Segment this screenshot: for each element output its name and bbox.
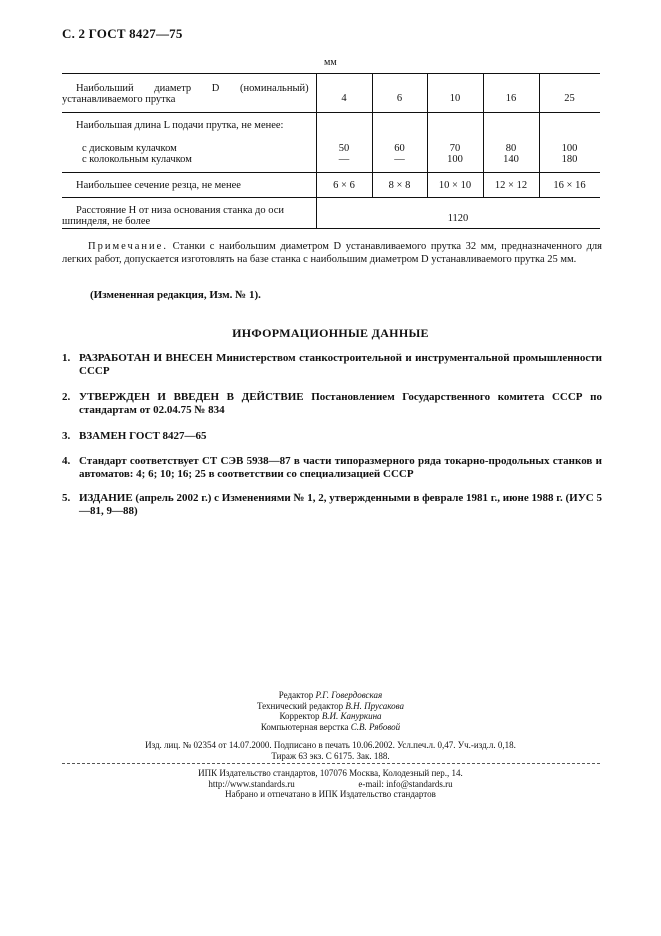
table-rule [62,197,600,198]
publisher-printed: Набрано и отпечатано в ИПК Издательство стандартов [225,789,436,799]
imprint-line2: Тираж 63 экз. С 6175. Зак. 188. [271,750,390,761]
table-rule [62,172,600,173]
length-disk-value: 80 [505,143,517,154]
length-disk-label: с дисковым кулачком [82,143,177,154]
info-item [62,352,602,377]
diameter-label-line2: устанавливаемого прутка [62,94,176,105]
length-bell-value: 100 [447,154,463,165]
credit-editor-name: Р.Г. Говердовская [315,690,383,700]
info-item-text: Стандарт соответствует СТ СЭВ 5938—87 в части типоразмерного ряда токарно-продольных станков и автоматов: 4; 6; 10; 16; 25 в соответствии со специализацией СССР [79,455,602,480]
credit-tech-label: Технический редактор [256,700,344,711]
diameter-label [62,83,316,105]
separator-dashed [62,763,600,764]
section-value: 16 × 16 [553,180,586,191]
edition-note: (Измененная редакция, Изм. № 1). [90,289,261,301]
credit-tech-editor [0,701,661,712]
length-disk-value: 70 [449,143,461,154]
credit-layout [0,722,661,733]
diameter-value: 6 [396,93,403,104]
distance-label-line2: шпинделя, не более [62,216,151,227]
imprint-line1: Изд. лиц. № 02354 от 14.07.2000. Подписано в печать 10.06.2002. Усл.печ.л. 0,47. Уч.-изд.л. 0,18. [145,740,516,750]
info-item [62,455,602,480]
credit-tech-name: В.Н. Прусакова [345,700,405,711]
diameter-value: 4 [341,93,347,104]
imprint [0,740,661,761]
section-value: 8 × 8 [388,180,411,191]
length-label: Наибольшая длина L подачи прутка, не менее: [76,120,284,131]
info-item-number: 2. [62,391,71,403]
table-rule [62,228,600,229]
section-value: 12 × 12 [494,180,528,191]
spec-table [62,73,600,229]
info-item-number: 5. [62,492,71,504]
table-col-rule [316,73,317,197]
credit-corrector-name: В.И. Кануркина [321,711,382,721]
diameter-value: 10 [449,93,461,104]
info-item-text: ИЗДАНИЕ (апрель 2002 г.) с Изменениями № 1, 2, утвержденными в феврале 1981 г., июне 1988 г. (ИУС 5—81, 9—88) [79,492,602,517]
info-item-number: 4. [62,455,71,467]
distance-label-line1: Расстояние H от низа основания станка до оси [76,205,284,216]
credit-editor-label: Редактор [278,690,314,700]
distance-label [62,205,316,227]
publisher-email[interactable]: e-mail: info@standards.ru [358,778,453,789]
publisher-contacts [0,779,661,790]
credits [0,690,661,732]
section-label: Наибольшее сечение резца, не менее [76,180,241,191]
info-item-text: УТВЕРЖДЕН И ВВЕДЕН В ДЕЙСТВИЕ Постановлением Государственного комитета СССР по стандартам от 02.04.75 № 834 [79,391,602,416]
diameter-value: 25 [564,93,575,104]
info-item [62,430,602,443]
length-bell-label: с колокольным кулачком [82,154,192,165]
length-disk-value: 60 [394,143,405,154]
credit-layout-name: С.В. Рябовой [350,721,401,732]
diameter-value: 16 [505,93,517,104]
length-bell-value: — [338,154,350,165]
table-unit: мм [324,57,337,68]
note-text: Станки с наибольшим диаметром D устанавливаемого прутка 32 мм, предназначенного для легких работ, допускается изготовлять на базе станка с наибольшим диаметром D устанавливаемого прутка 25 мм. [62,241,603,265]
table-rule [62,73,600,74]
credit-editor [0,690,661,701]
info-title: ИНФОРМАЦИОННЫЕ ДАННЫЕ [232,326,429,340]
section-value: 6 × 6 [333,180,355,191]
publisher [0,768,661,800]
info-item [62,492,602,517]
info-item-text: РАЗРАБОТАН И ВНЕСЕН Министерством станкостроительной и инструментальной промышленности СССР [79,352,602,377]
publisher-address: ИПК Издательство стандартов, 107076 Москва, Колодезный пер., 14. [198,768,463,778]
section-value: 10 × 10 [438,180,472,191]
note-prefix: Примечание. [88,241,168,252]
diameter-label-line1: Наибольший диаметр D (номинальный) [76,83,309,94]
length-bell-value: 140 [503,154,519,165]
distance-value: 1120 [447,213,469,224]
info-item [62,391,602,416]
length-disk-value: 100 [561,143,578,154]
credit-layout-label: Компьютерная верстка [260,721,349,732]
publisher-website[interactable]: http://www.standards.ru [208,778,295,789]
length-bell-value: 180 [561,154,578,165]
page-header: С. 2 ГОСТ 8427—75 [62,26,183,41]
info-item-number: 3. [62,430,71,442]
info-item-text: ВЗАМЕН ГОСТ 8427—65 [79,430,207,442]
length-bell-value: — [394,154,405,165]
credit-corrector [0,711,661,722]
credit-corrector-label: Корректор [279,711,320,721]
table-rule [62,112,600,113]
length-disk-value: 50 [338,143,350,154]
info-item-number: 1. [62,352,71,364]
table-note [62,241,602,266]
